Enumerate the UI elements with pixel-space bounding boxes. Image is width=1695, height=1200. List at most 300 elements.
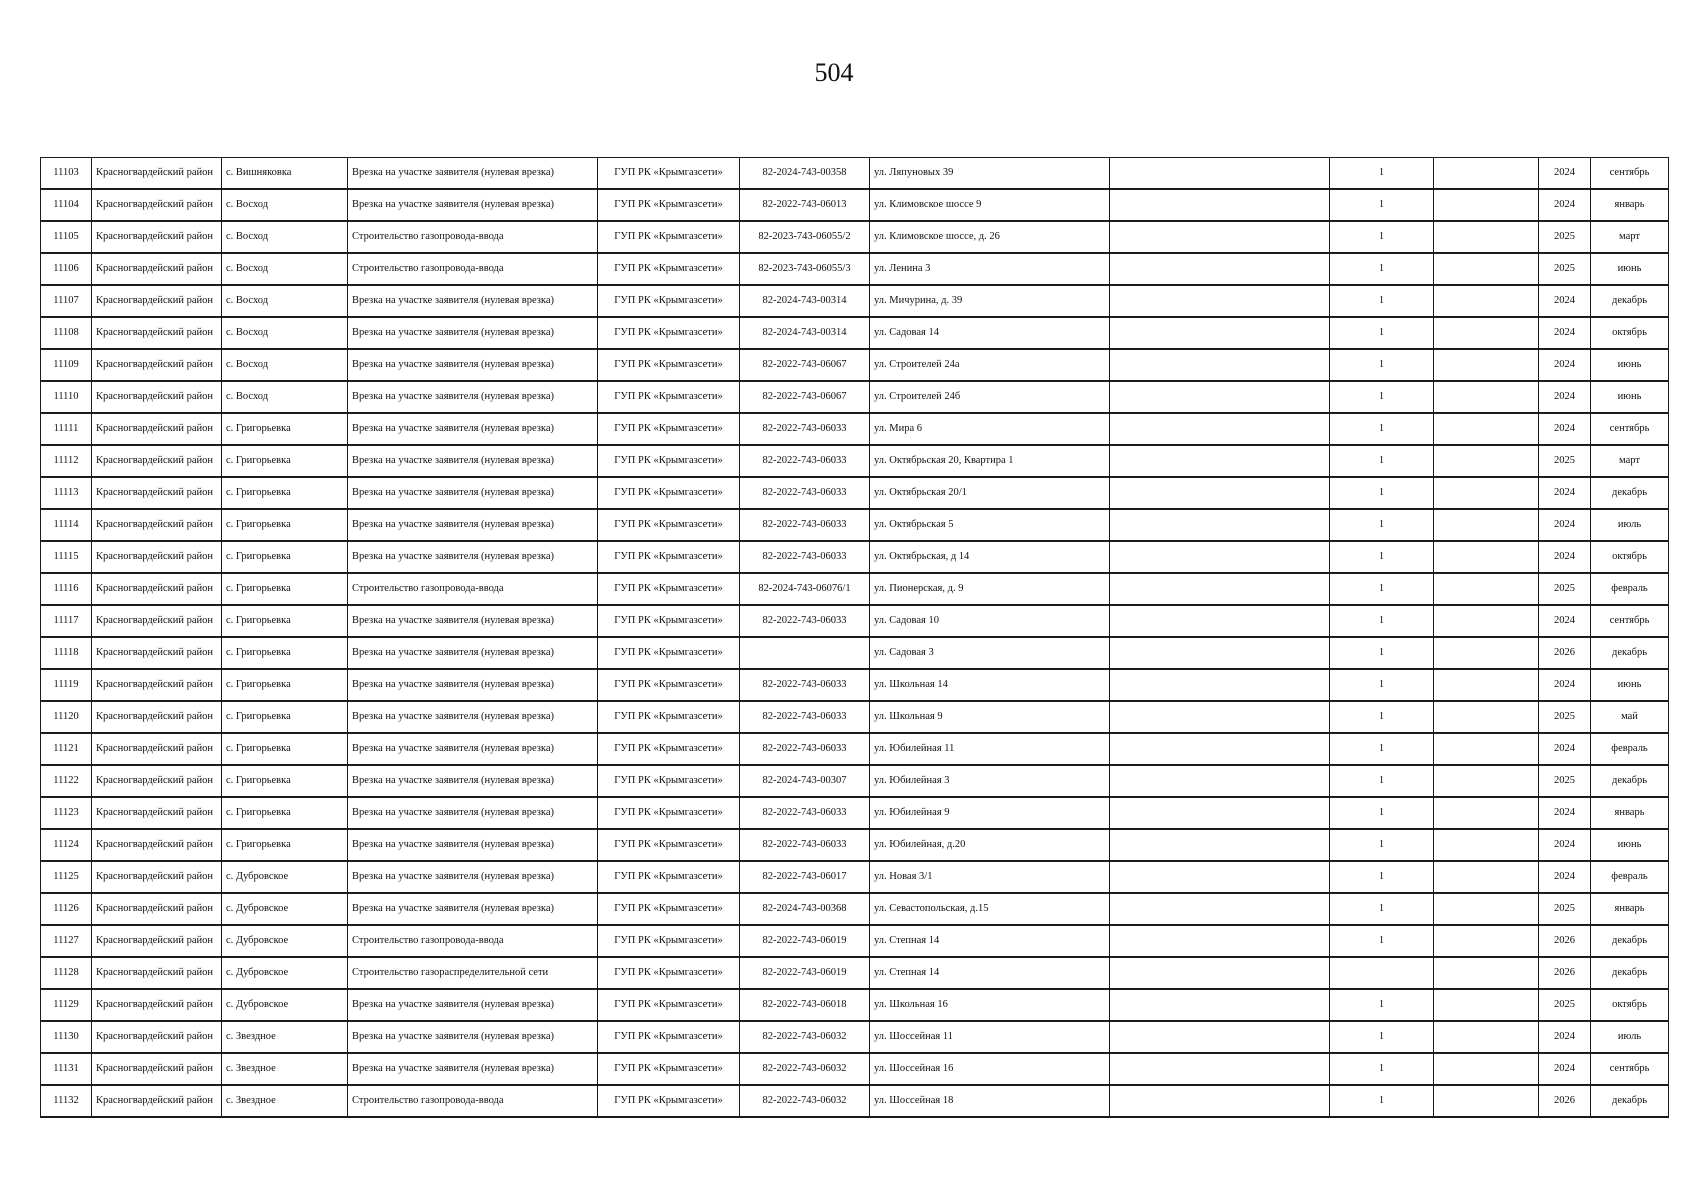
work-type-cell: Врезка на участке заявителя (нулевая врезка) xyxy=(348,509,598,541)
table-row xyxy=(41,701,1669,733)
month-cell: январь xyxy=(1591,797,1669,829)
district-cell: Красногвардейский район xyxy=(92,1085,222,1117)
quantity-cell: 1 xyxy=(1330,1021,1434,1053)
application-code-cell: 82-2023-743-06055/2 xyxy=(740,221,870,253)
application-code-cell: 82-2022-743-06018 xyxy=(740,989,870,1021)
row-number: 11122 xyxy=(41,765,92,797)
application-code-cell: 82-2024-743-00358 xyxy=(740,158,870,190)
address-cell: ул. Школьная 14 xyxy=(870,669,1110,701)
work-type-cell: Врезка на участке заявителя (нулевая врезка) xyxy=(348,317,598,349)
month-cell: сентябрь xyxy=(1591,158,1669,190)
quantity-cell: 1 xyxy=(1330,637,1434,669)
settlement-cell: с. Восход xyxy=(222,381,348,413)
empty-cell xyxy=(1110,829,1330,861)
row-number: 11124 xyxy=(41,829,92,861)
settlement-cell: с. Восход xyxy=(222,253,348,285)
month-cell: июнь xyxy=(1591,829,1669,861)
row-number: 11131 xyxy=(41,1053,92,1085)
organization-cell: ГУП РК «Крымгазсети» xyxy=(598,605,740,637)
page-number: 504 xyxy=(814,58,854,87)
quantity-cell: 1 xyxy=(1330,189,1434,221)
empty-cell xyxy=(1110,541,1330,573)
empty-cell xyxy=(1110,413,1330,445)
table-row xyxy=(41,989,1669,1021)
work-type-cell: Врезка на участке заявителя (нулевая врезка) xyxy=(348,797,598,829)
organization-cell: ГУП РК «Крымгазсети» xyxy=(598,253,740,285)
application-code-cell: 82-2022-743-06067 xyxy=(740,381,870,413)
settlement-cell: с. Григорьевка xyxy=(222,573,348,605)
year-cell: 2024 xyxy=(1539,541,1591,573)
settlement-cell: с. Григорьевка xyxy=(222,669,348,701)
table-row xyxy=(41,861,1669,893)
year-cell: 2024 xyxy=(1539,1053,1591,1085)
quantity-cell: 1 xyxy=(1330,381,1434,413)
address-cell: ул. Садовая 14 xyxy=(870,317,1110,349)
year-cell: 2025 xyxy=(1539,701,1591,733)
application-code-cell: 82-2024-743-00368 xyxy=(740,893,870,925)
month-cell: декабрь xyxy=(1591,285,1669,317)
empty-cell xyxy=(1434,445,1539,477)
work-type-cell: Врезка на участке заявителя (нулевая врезка) xyxy=(348,637,598,669)
quantity-cell: 1 xyxy=(1330,509,1434,541)
application-code-cell: 82-2024-743-00307 xyxy=(740,765,870,797)
address-cell: ул. Шоссейная 18 xyxy=(870,1085,1110,1117)
row-number: 11132 xyxy=(41,1085,92,1117)
quantity-cell: 1 xyxy=(1330,765,1434,797)
quantity-cell: 1 xyxy=(1330,221,1434,253)
month-cell: май xyxy=(1591,701,1669,733)
quantity-cell: 1 xyxy=(1330,829,1434,861)
district-cell: Красногвардейский район xyxy=(92,957,222,989)
district-cell: Красногвардейский район xyxy=(92,733,222,765)
year-cell: 2025 xyxy=(1539,989,1591,1021)
organization-cell: ГУП РК «Крымгазсети» xyxy=(598,349,740,381)
month-cell: февраль xyxy=(1591,733,1669,765)
quantity-cell: 1 xyxy=(1330,349,1434,381)
year-cell: 2026 xyxy=(1539,957,1591,989)
work-type-cell: Врезка на участке заявителя (нулевая врезка) xyxy=(348,893,598,925)
settlement-cell: с. Звездное xyxy=(222,1085,348,1117)
organization-cell: ГУП РК «Крымгазсети» xyxy=(598,221,740,253)
table-row xyxy=(41,765,1669,797)
row-number: 11130 xyxy=(41,1021,92,1053)
month-cell: март xyxy=(1591,445,1669,477)
year-cell: 2026 xyxy=(1539,637,1591,669)
table-row xyxy=(41,637,1669,669)
organization-cell: ГУП РК «Крымгазсети» xyxy=(598,701,740,733)
work-type-cell: Врезка на участке заявителя (нулевая врезка) xyxy=(348,829,598,861)
organization-cell: ГУП РК «Крымгазсети» xyxy=(598,1021,740,1053)
row-number: 11115 xyxy=(41,541,92,573)
application-code-cell: 82-2022-743-06033 xyxy=(740,797,870,829)
district-cell: Красногвардейский район xyxy=(92,829,222,861)
empty-cell xyxy=(1110,221,1330,253)
table-row xyxy=(41,317,1669,349)
district-cell: Красногвардейский район xyxy=(92,381,222,413)
year-cell: 2025 xyxy=(1539,445,1591,477)
organization-cell: ГУП РК «Крымгазсети» xyxy=(598,477,740,509)
organization-cell: ГУП РК «Крымгазсети» xyxy=(598,1085,740,1117)
work-type-cell: Строительство газопровода-ввода xyxy=(348,1085,598,1117)
year-cell: 2025 xyxy=(1539,253,1591,285)
application-code-cell xyxy=(740,637,870,669)
application-code-cell: 82-2022-743-06033 xyxy=(740,541,870,573)
address-cell: ул. Юбилейная 9 xyxy=(870,797,1110,829)
application-code-cell: 82-2022-743-06033 xyxy=(740,733,870,765)
empty-cell xyxy=(1434,189,1539,221)
work-type-cell: Строительство газораспределительной сети xyxy=(348,957,598,989)
district-cell: Красногвардейский район xyxy=(92,989,222,1021)
empty-cell xyxy=(1434,509,1539,541)
district-cell: Красногвардейский район xyxy=(92,573,222,605)
settlement-cell: с. Дубровское xyxy=(222,989,348,1021)
month-cell: июнь xyxy=(1591,349,1669,381)
organization-cell: ГУП РК «Крымгазсети» xyxy=(598,317,740,349)
empty-cell xyxy=(1434,221,1539,253)
work-type-cell: Строительство газопровода-ввода xyxy=(348,221,598,253)
row-number: 11107 xyxy=(41,285,92,317)
month-cell: март xyxy=(1591,221,1669,253)
application-code-cell: 82-2022-743-06033 xyxy=(740,445,870,477)
empty-cell xyxy=(1110,477,1330,509)
row-number: 11112 xyxy=(41,445,92,477)
district-cell: Красногвардейский район xyxy=(92,509,222,541)
empty-cell xyxy=(1110,989,1330,1021)
empty-cell xyxy=(1434,285,1539,317)
row-number: 11111 xyxy=(41,413,92,445)
district-cell: Красногвардейский район xyxy=(92,189,222,221)
address-cell: ул. Пионерская, д. 9 xyxy=(870,573,1110,605)
table-row xyxy=(41,445,1669,477)
row-number: 11114 xyxy=(41,509,92,541)
organization-cell: ГУП РК «Крымгазсети» xyxy=(598,797,740,829)
row-number: 11108 xyxy=(41,317,92,349)
table-row xyxy=(41,733,1669,765)
empty-cell xyxy=(1110,1085,1330,1117)
settlement-cell: с. Дубровское xyxy=(222,925,348,957)
month-cell: июль xyxy=(1591,509,1669,541)
row-number: 11129 xyxy=(41,989,92,1021)
month-cell: октябрь xyxy=(1591,317,1669,349)
empty-cell xyxy=(1434,605,1539,637)
quantity-cell: 1 xyxy=(1330,989,1434,1021)
empty-cell xyxy=(1434,701,1539,733)
organization-cell: ГУП РК «Крымгазсети» xyxy=(598,413,740,445)
district-cell: Красногвардейский район xyxy=(92,1021,222,1053)
empty-cell xyxy=(1110,893,1330,925)
table-row xyxy=(41,925,1669,957)
address-cell: ул. Октябрьская 20/1 xyxy=(870,477,1110,509)
month-cell: июнь xyxy=(1591,669,1669,701)
application-code-cell: 82-2022-743-06019 xyxy=(740,925,870,957)
empty-cell xyxy=(1110,733,1330,765)
organization-cell: ГУП РК «Крымгазсети» xyxy=(598,285,740,317)
address-cell: ул. Строителей 24а xyxy=(870,349,1110,381)
empty-cell xyxy=(1434,158,1539,190)
settlement-cell: с. Восход xyxy=(222,189,348,221)
empty-cell xyxy=(1110,349,1330,381)
address-cell: ул. Строителей 24б xyxy=(870,381,1110,413)
address-cell: ул. Степная 14 xyxy=(870,925,1110,957)
district-cell: Красногвардейский район xyxy=(92,669,222,701)
row-number: 11118 xyxy=(41,637,92,669)
district-cell: Красногвардейский район xyxy=(92,541,222,573)
empty-cell xyxy=(1434,477,1539,509)
address-cell: ул. Юбилейная 11 xyxy=(870,733,1110,765)
year-cell: 2024 xyxy=(1539,829,1591,861)
settlement-cell: с. Григорьевка xyxy=(222,413,348,445)
row-number: 11121 xyxy=(41,733,92,765)
row-number: 11126 xyxy=(41,893,92,925)
application-code-cell: 82-2022-743-06032 xyxy=(740,1053,870,1085)
year-cell: 2025 xyxy=(1539,893,1591,925)
empty-cell xyxy=(1434,573,1539,605)
organization-cell: ГУП РК «Крымгазсети» xyxy=(598,989,740,1021)
month-cell: октябрь xyxy=(1591,989,1669,1021)
year-cell: 2024 xyxy=(1539,509,1591,541)
empty-cell xyxy=(1434,797,1539,829)
application-code-cell: 82-2022-743-06033 xyxy=(740,605,870,637)
table-row xyxy=(41,669,1669,701)
table-row xyxy=(41,381,1669,413)
organization-cell: ГУП РК «Крымгазсети» xyxy=(598,669,740,701)
settlement-cell: с. Звездное xyxy=(222,1021,348,1053)
district-cell: Красногвардейский район xyxy=(92,317,222,349)
organization-cell: ГУП РК «Крымгазсети» xyxy=(598,158,740,190)
organization-cell: ГУП РК «Крымгазсети» xyxy=(598,541,740,573)
district-cell: Красногвардейский район xyxy=(92,1053,222,1085)
empty-cell xyxy=(1434,317,1539,349)
year-cell: 2025 xyxy=(1539,573,1591,605)
month-cell: декабрь xyxy=(1591,1085,1669,1117)
organization-cell: ГУП РК «Крымгазсети» xyxy=(598,733,740,765)
work-type-cell: Врезка на участке заявителя (нулевая врезка) xyxy=(348,158,598,190)
application-code-cell: 82-2022-743-06013 xyxy=(740,189,870,221)
settlement-cell: с. Восход xyxy=(222,317,348,349)
empty-cell xyxy=(1434,381,1539,413)
settlement-cell: с. Восход xyxy=(222,285,348,317)
row-number: 11120 xyxy=(41,701,92,733)
empty-cell xyxy=(1434,637,1539,669)
quantity-cell xyxy=(1330,957,1434,989)
settlement-cell: с. Григорьевка xyxy=(222,797,348,829)
organization-cell: ГУП РК «Крымгазсети» xyxy=(598,445,740,477)
organization-cell: ГУП РК «Крымгазсети» xyxy=(598,1053,740,1085)
empty-cell xyxy=(1110,381,1330,413)
quantity-cell: 1 xyxy=(1330,669,1434,701)
organization-cell: ГУП РК «Крымгазсети» xyxy=(598,509,740,541)
year-cell: 2024 xyxy=(1539,158,1591,190)
address-cell: ул. Шоссейная 11 xyxy=(870,1021,1110,1053)
year-cell: 2024 xyxy=(1539,605,1591,637)
empty-cell xyxy=(1434,733,1539,765)
table-row xyxy=(41,509,1669,541)
application-code-cell: 82-2022-743-06033 xyxy=(740,477,870,509)
work-type-cell: Врезка на участке заявителя (нулевая врезка) xyxy=(348,381,598,413)
month-cell: октябрь xyxy=(1591,541,1669,573)
empty-cell xyxy=(1110,605,1330,637)
application-code-cell: 82-2022-743-06033 xyxy=(740,413,870,445)
quantity-cell: 1 xyxy=(1330,317,1434,349)
district-cell: Красногвардейский район xyxy=(92,637,222,669)
settlement-cell: с. Дубровское xyxy=(222,957,348,989)
quantity-cell: 1 xyxy=(1330,605,1434,637)
month-cell: декабрь xyxy=(1591,957,1669,989)
row-number: 11104 xyxy=(41,189,92,221)
work-type-cell: Врезка на участке заявителя (нулевая врезка) xyxy=(348,413,598,445)
month-cell: февраль xyxy=(1591,573,1669,605)
row-number: 11123 xyxy=(41,797,92,829)
row-number: 11127 xyxy=(41,925,92,957)
settlement-cell: с. Григорьевка xyxy=(222,541,348,573)
quantity-cell: 1 xyxy=(1330,541,1434,573)
application-code-cell: 82-2022-743-06067 xyxy=(740,349,870,381)
table-row xyxy=(41,797,1669,829)
month-cell: июнь xyxy=(1591,253,1669,285)
year-cell: 2024 xyxy=(1539,477,1591,509)
empty-cell xyxy=(1110,1021,1330,1053)
settlement-cell: с. Дубровское xyxy=(222,861,348,893)
year-cell: 2024 xyxy=(1539,349,1591,381)
quantity-cell: 1 xyxy=(1330,797,1434,829)
row-number: 11103 xyxy=(41,158,92,190)
work-type-cell: Строительство газопровода-ввода xyxy=(348,573,598,605)
quantity-cell: 1 xyxy=(1330,701,1434,733)
application-code-cell: 82-2022-743-06033 xyxy=(740,829,870,861)
quantity-cell: 1 xyxy=(1330,285,1434,317)
empty-cell xyxy=(1110,189,1330,221)
work-type-cell: Врезка на участке заявителя (нулевая врезка) xyxy=(348,669,598,701)
work-type-cell: Врезка на участке заявителя (нулевая врезка) xyxy=(348,445,598,477)
year-cell: 2026 xyxy=(1539,925,1591,957)
quantity-cell: 1 xyxy=(1330,573,1434,605)
row-number: 11119 xyxy=(41,669,92,701)
empty-cell xyxy=(1110,861,1330,893)
work-type-cell: Врезка на участке заявителя (нулевая врезка) xyxy=(348,765,598,797)
month-cell: декабрь xyxy=(1591,765,1669,797)
table-row xyxy=(41,1085,1669,1117)
empty-cell xyxy=(1110,285,1330,317)
empty-cell xyxy=(1110,797,1330,829)
table-row xyxy=(41,158,1669,190)
address-cell: ул. Климовское шоссе, д. 26 xyxy=(870,221,1110,253)
empty-cell xyxy=(1434,1021,1539,1053)
row-number: 11125 xyxy=(41,861,92,893)
empty-cell xyxy=(1110,637,1330,669)
district-cell: Красногвардейский район xyxy=(92,605,222,637)
settlement-cell: с. Григорьевка xyxy=(222,637,348,669)
organization-cell: ГУП РК «Крымгазсети» xyxy=(598,829,740,861)
organization-cell: ГУП РК «Крымгазсети» xyxy=(598,765,740,797)
month-cell: январь xyxy=(1591,893,1669,925)
month-cell: январь xyxy=(1591,189,1669,221)
address-cell: ул. Новая 3/1 xyxy=(870,861,1110,893)
work-type-cell: Врезка на участке заявителя (нулевая врезка) xyxy=(348,477,598,509)
work-type-cell: Врезка на участке заявителя (нулевая врезка) xyxy=(348,605,598,637)
table-row xyxy=(41,189,1669,221)
quantity-cell: 1 xyxy=(1330,861,1434,893)
table-row xyxy=(41,829,1669,861)
empty-cell xyxy=(1434,861,1539,893)
district-cell: Красногвардейский район xyxy=(92,925,222,957)
work-type-cell: Врезка на участке заявителя (нулевая врезка) xyxy=(348,541,598,573)
quantity-cell: 1 xyxy=(1330,893,1434,925)
application-code-cell: 82-2022-743-06032 xyxy=(740,1021,870,1053)
organization-cell: ГУП РК «Крымгазсети» xyxy=(598,381,740,413)
empty-cell xyxy=(1434,765,1539,797)
empty-cell xyxy=(1110,765,1330,797)
month-cell: июль xyxy=(1591,1021,1669,1053)
empty-cell xyxy=(1110,1053,1330,1085)
address-cell: ул. Октябрьская, д 14 xyxy=(870,541,1110,573)
table-row xyxy=(41,349,1669,381)
district-cell: Красногвардейский район xyxy=(92,765,222,797)
register-table xyxy=(40,157,1669,1118)
quantity-cell: 1 xyxy=(1330,445,1434,477)
empty-cell xyxy=(1110,253,1330,285)
row-number: 11117 xyxy=(41,605,92,637)
district-cell: Красногвардейский район xyxy=(92,413,222,445)
work-type-cell: Врезка на участке заявителя (нулевая врезка) xyxy=(348,349,598,381)
quantity-cell: 1 xyxy=(1330,733,1434,765)
table-row xyxy=(41,477,1669,509)
work-type-cell: Строительство газопровода-ввода xyxy=(348,253,598,285)
district-cell: Красногвардейский район xyxy=(92,445,222,477)
work-type-cell: Врезка на участке заявителя (нулевая врезка) xyxy=(348,285,598,317)
empty-cell xyxy=(1110,445,1330,477)
settlement-cell: с. Григорьевка xyxy=(222,733,348,765)
work-type-cell: Врезка на участке заявителя (нулевая врезка) xyxy=(348,1053,598,1085)
month-cell: сентябрь xyxy=(1591,1053,1669,1085)
district-cell: Красногвардейский район xyxy=(92,861,222,893)
settlement-cell: с. Григорьевка xyxy=(222,477,348,509)
organization-cell: ГУП РК «Крымгазсети» xyxy=(598,189,740,221)
work-type-cell: Врезка на участке заявителя (нулевая врезка) xyxy=(348,189,598,221)
settlement-cell: с. Григорьевка xyxy=(222,509,348,541)
application-code-cell: 82-2023-743-06055/3 xyxy=(740,253,870,285)
district-cell: Красногвардейский район xyxy=(92,349,222,381)
district-cell: Красногвардейский район xyxy=(92,221,222,253)
empty-cell xyxy=(1434,829,1539,861)
organization-cell: ГУП РК «Крымгазсети» xyxy=(598,861,740,893)
application-code-cell: 82-2024-743-00314 xyxy=(740,317,870,349)
empty-cell xyxy=(1110,509,1330,541)
work-type-cell: Врезка на участке заявителя (нулевая врезка) xyxy=(348,701,598,733)
year-cell: 2025 xyxy=(1539,221,1591,253)
district-cell: Красногвардейский район xyxy=(92,797,222,829)
empty-cell xyxy=(1434,541,1539,573)
address-cell: ул. Октябрьская 20, Квартира 1 xyxy=(870,445,1110,477)
empty-cell xyxy=(1110,701,1330,733)
row-number: 11105 xyxy=(41,221,92,253)
row-number: 11113 xyxy=(41,477,92,509)
district-cell: Красногвардейский район xyxy=(92,285,222,317)
table-row xyxy=(41,893,1669,925)
empty-cell xyxy=(1434,957,1539,989)
quantity-cell: 1 xyxy=(1330,1053,1434,1085)
table-row xyxy=(41,1053,1669,1085)
address-cell: ул. Ляпуновых 39 xyxy=(870,158,1110,190)
year-cell: 2024 xyxy=(1539,381,1591,413)
year-cell: 2024 xyxy=(1539,189,1591,221)
settlement-cell: с. Вишняковка xyxy=(222,158,348,190)
row-number: 11116 xyxy=(41,573,92,605)
address-cell: ул. Школьная 16 xyxy=(870,989,1110,1021)
application-code-cell: 82-2022-743-06032 xyxy=(740,1085,870,1117)
settlement-cell: с. Григорьевка xyxy=(222,765,348,797)
empty-cell xyxy=(1110,925,1330,957)
month-cell: сентябрь xyxy=(1591,413,1669,445)
